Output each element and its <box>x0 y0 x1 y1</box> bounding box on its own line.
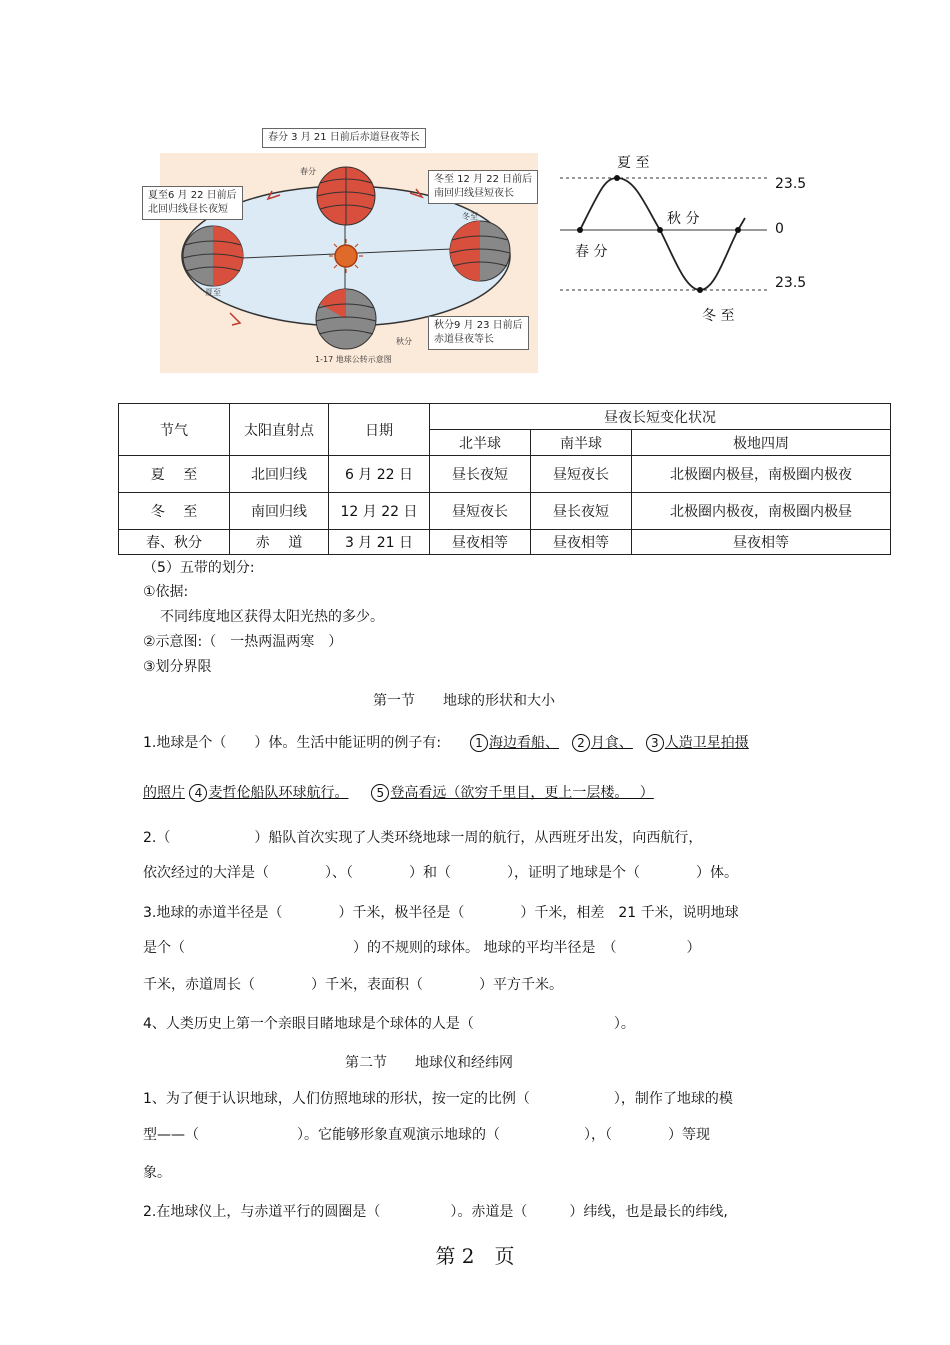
cell-date: 12 月 22 日 <box>329 493 430 530</box>
num-5-icon: 5 <box>371 784 389 802</box>
label-autumn: 秋分 <box>396 337 412 346</box>
wave-point-winter <box>697 287 703 293</box>
summer-globe-icon <box>183 226 243 286</box>
autumn-caption-line1: 秋分9 月 23 日前后 <box>434 320 523 331</box>
wave-value-zero: 0 <box>775 221 784 237</box>
q4-line: 4、人类历史上第一个亲眼目睹地球是个球体的人是（ ）。 <box>143 1016 635 1032</box>
label-winter: 冬至 <box>462 212 478 221</box>
cell-south: 昼夜相等 <box>531 530 632 555</box>
cell-polar: 北极圈内极昼，南极圈内极夜 <box>632 456 891 493</box>
autumn-caption-line2: 赤道昼夜等长 <box>434 334 494 345</box>
five-zones-heading: （5）五带的划分: <box>143 560 255 576</box>
label-summer: 夏至 <box>205 288 221 297</box>
q1-example3: 人造卫星拍摄 <box>664 735 749 751</box>
autumn-caption <box>428 316 529 350</box>
sun-icon <box>335 245 357 267</box>
wave-label-summer: 夏 至 <box>617 155 650 171</box>
cell-north: 昼夜相等 <box>430 530 531 555</box>
cell-term: 冬 至 <box>119 493 230 530</box>
num-4-icon: 4 <box>189 784 207 802</box>
q1-prefix: 1.地球是个（ ）体。生活中能证明的例子有: <box>143 735 442 751</box>
th-change: 昼夜长短变化状况 <box>430 404 891 430</box>
orbit-arrow-icon <box>230 313 240 325</box>
wave-label-spring: 春 分 <box>575 244 608 260</box>
q3-line2: 是个（ ）的不规则的球体。 地球的平均半径是 （ ） <box>143 940 701 956</box>
cell-point: 赤 道 <box>230 530 329 555</box>
num-3-icon: 3 <box>646 734 664 752</box>
winter-caption <box>428 170 538 204</box>
section2-title: 第二节 地球仪和经纬网 <box>345 1055 513 1071</box>
th-north: 北半球 <box>430 430 531 456</box>
q1-example5: 登高看远（欲穷千里目，更上一层楼。 ） <box>390 785 654 801</box>
cell-south: 昼长夜短 <box>531 493 632 530</box>
q1-example4: 麦哲伦船队环球航行。 <box>208 785 349 801</box>
wave-label-autumn: 秋 分 <box>667 211 700 227</box>
s2q1-line3: 象。 <box>143 1165 171 1181</box>
wave-point-spring <box>577 227 583 233</box>
cell-polar: 昼夜相等 <box>632 530 891 555</box>
autumn-globe-icon <box>316 289 376 349</box>
page-number: 第 2 页 <box>435 1244 515 1268</box>
cell-term: 春、秋分 <box>119 530 230 555</box>
cell-date: 6 月 22 日 <box>329 456 430 493</box>
q1-line1 <box>143 733 749 753</box>
cell-south: 昼短夜长 <box>531 456 632 493</box>
q1-line2 <box>143 783 654 803</box>
basis-text: 不同纬度地区获得太阳光热的多少。 <box>160 609 384 625</box>
q2-line1: 2.（ ）船队首次实现了人类环绕地球一周的航行，从西班牙出发，向西航行， <box>143 830 703 846</box>
cell-polar: 北极圈内极夜，南极圈内极昼 <box>632 493 891 530</box>
cell-north: 昼长夜短 <box>430 456 531 493</box>
s2q2-line1: 2.在地球仪上，与赤道平行的圆圈是（ ）。赤道是（ ）纬线，也是最长的纬线, <box>143 1204 728 1220</box>
winter-globe-icon <box>450 221 510 281</box>
th-term: 节气 <box>119 404 230 456</box>
s2q1-line2: 型——（ ）。它能够形象直观演示地球的（ ），（ ）等现 <box>143 1127 710 1143</box>
th-south: 南半球 <box>531 430 632 456</box>
q1-continued: 的照片 <box>143 785 185 801</box>
summer-caption-line2: 北回归线昼长夜短 <box>148 204 228 215</box>
boundary-label: ③划分界限 <box>143 659 212 675</box>
th-date: 日期 <box>329 404 430 456</box>
q1-example2: 月食、 <box>590 735 633 751</box>
section1-title: 第一节 地球的形状和大小 <box>373 693 555 709</box>
wave-label-winter: 冬 至 <box>702 308 735 324</box>
spring-globe-icon <box>317 167 375 225</box>
th-point: 太阳直射点 <box>230 404 329 456</box>
wave-point-autumn <box>657 227 663 233</box>
table-row <box>119 493 891 530</box>
cell-date: 3 月 21 日 <box>329 530 430 555</box>
s2q1-line1: 1、为了便于认识地球，人们仿照地球的形状，按一定的比例（ ），制作了地球的模 <box>143 1091 733 1107</box>
wave-curve <box>580 178 745 290</box>
num-1-icon: 1 <box>470 734 488 752</box>
label-spring: 春分 <box>300 167 316 176</box>
q3-line1: 3.地球的赤道半径是（ ）千米，极半径是（ ）千米，相差 21 千米，说明地球 <box>143 905 739 921</box>
q2-line2: 依次经过的大洋是（ ）、（ ）和（ ），证明了地球是个（ ）体。 <box>143 865 738 881</box>
num-2-icon: 2 <box>572 734 590 752</box>
cell-term: 夏 至 <box>119 456 230 493</box>
summer-caption <box>142 186 243 220</box>
q3-line3: 千米，赤道周长（ ）千米，表面积（ ）平方千米。 <box>143 977 563 993</box>
figure-top-caption: 春分 3 月 21 日前后赤道昼夜等长 <box>262 128 426 148</box>
summer-caption-line1: 夏至6 月 22 日前后 <box>148 190 237 201</box>
winter-caption-line2: 南回归线昼短夜长 <box>434 188 514 199</box>
table-row <box>119 530 891 555</box>
cell-north: 昼短夜长 <box>430 493 531 530</box>
wave-point-summer <box>614 175 620 181</box>
cell-point: 南回归线 <box>230 493 329 530</box>
table-row <box>119 456 891 493</box>
figure-number: 1-17 地球公转示意图 <box>315 355 392 364</box>
wave-value-bottom: 23.5 <box>775 275 807 291</box>
wave-point-end <box>735 227 741 233</box>
basis-label: ①依据: <box>143 584 189 600</box>
cell-point: 北回归线 <box>230 456 329 493</box>
diagram-label: ②示意图:（ 一热两温两寒 ） <box>143 634 343 650</box>
q1-example1: 海边看船、 <box>488 735 559 751</box>
wave-value-top: 23.5 <box>775 176 807 192</box>
solar-terms-table <box>118 403 891 555</box>
th-polar: 极地四周 <box>632 430 891 456</box>
winter-caption-line1: 冬至 12 月 22 日前后 <box>434 174 533 185</box>
